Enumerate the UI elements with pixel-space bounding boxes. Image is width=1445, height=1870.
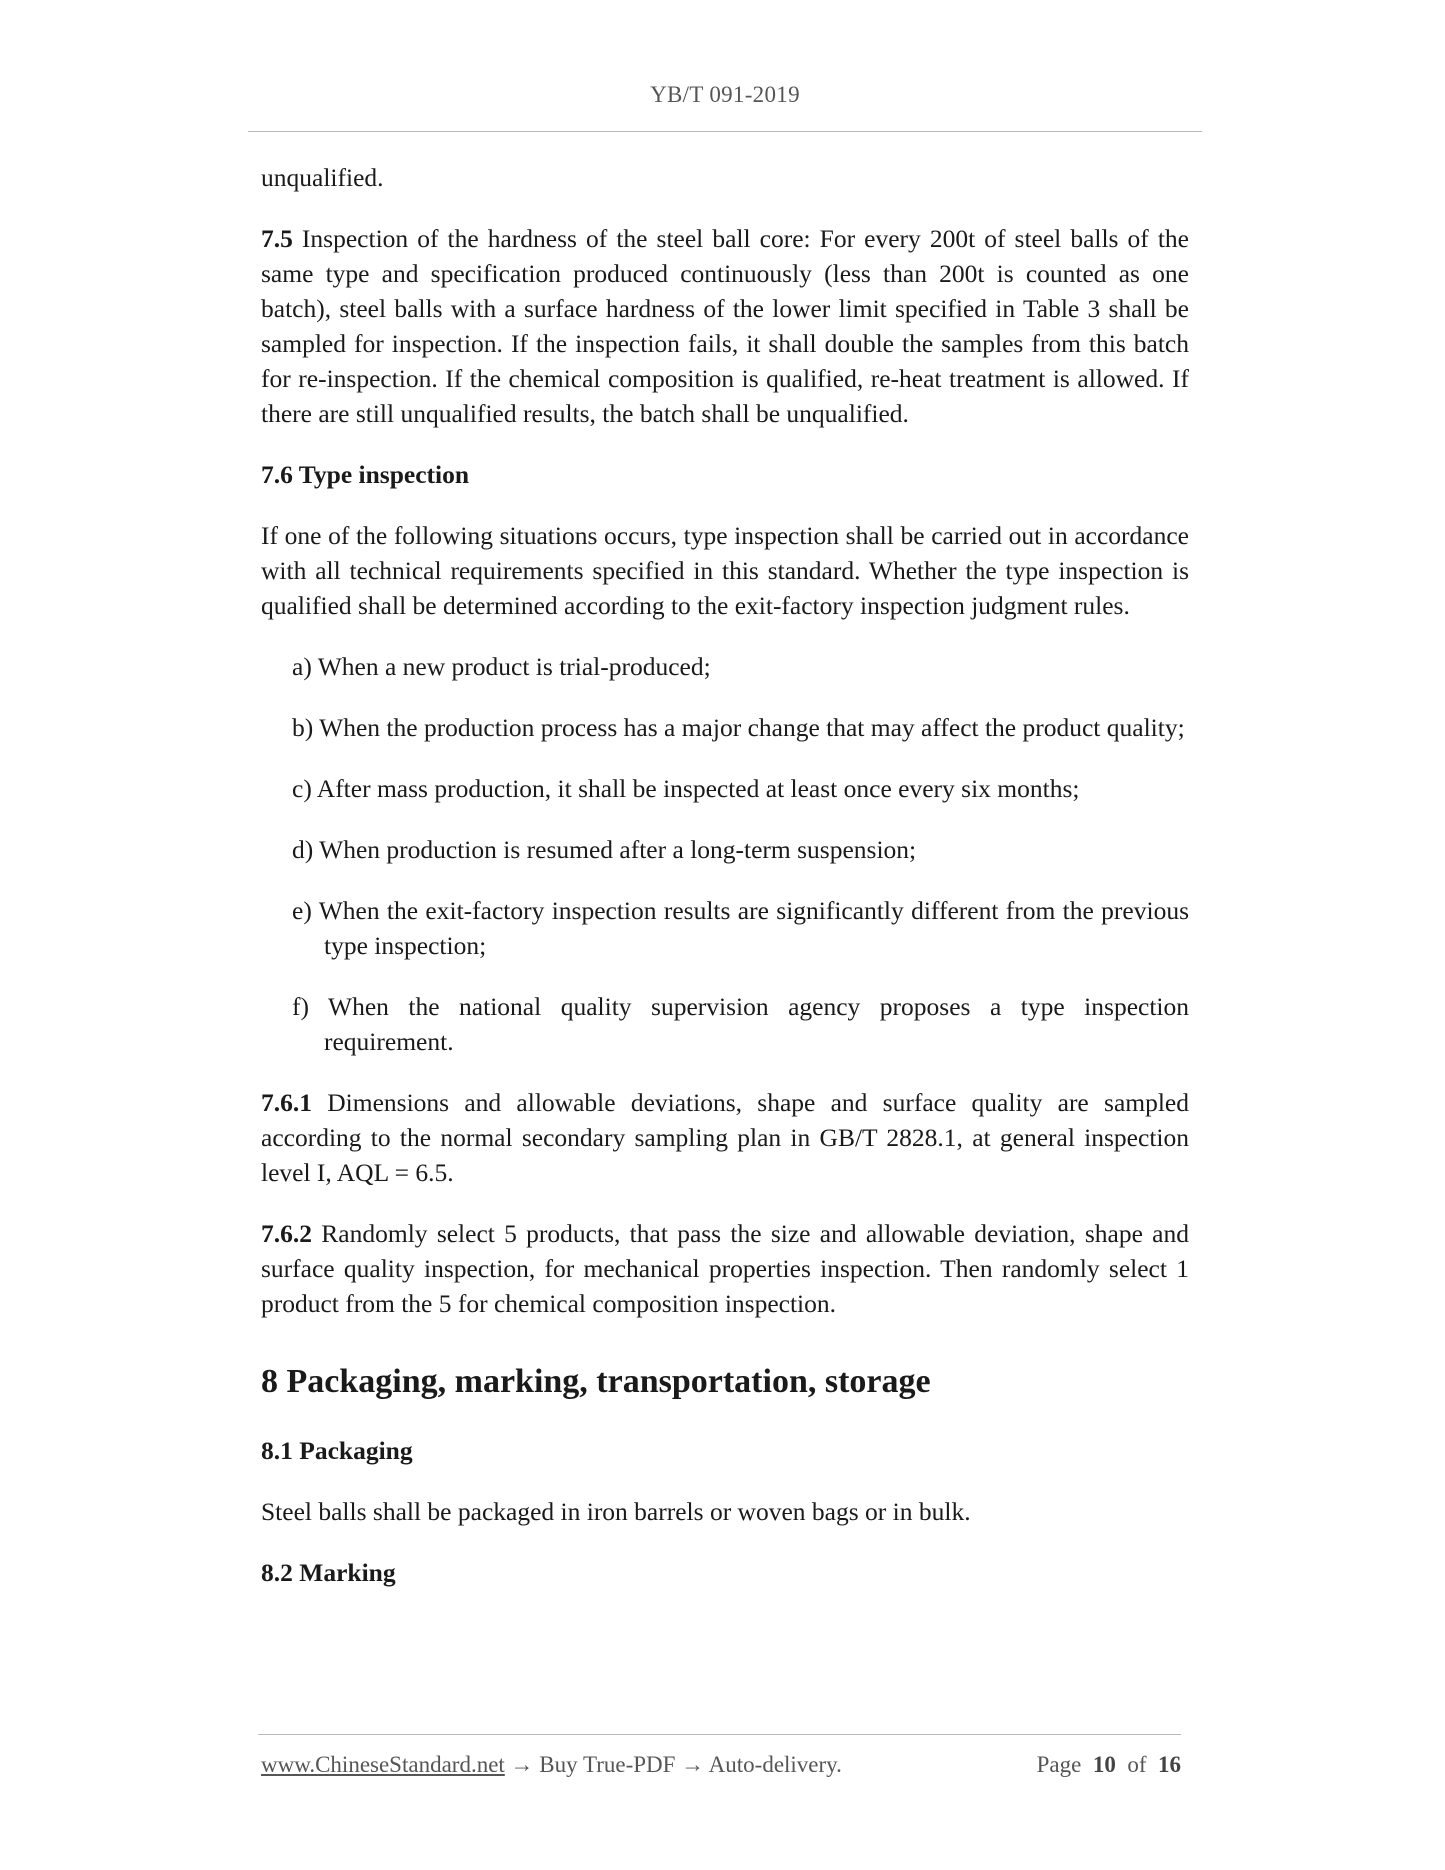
chapter-8-heading: 8 Packaging, marking, transportation, storage <box>261 1363 931 1400</box>
section-7-6-heading: 7.6 Type inspection <box>261 460 470 489</box>
section-7-6-1 <box>261 1085 1189 1190</box>
page-total: 16 <box>1158 1752 1181 1777</box>
section-7-6-intro: If one of the following situations occurs, type inspection shall be carried out in accordance with all technical requirements specified in this standard. Whether the type inspection is qualified shall be determined according to the exit-factory inspection judgment rules. <box>261 521 1189 620</box>
section-7-6-2 <box>261 1216 1189 1321</box>
running-header: YB/T 091-2019 <box>650 82 800 107</box>
list-item: f) When the national quality supervision agency proposes a type inspection requirement. <box>292 992 1189 1056</box>
section-text: Randomly select 5 products, that pass the size and allowable deviation, shape and surface quality inspection, for mechanical properties inspection. Then randomly select 1 product from the 5 for chemical composition inspection. <box>261 1219 1189 1318</box>
list-item: a) When a new product is trial-produced; <box>292 652 711 681</box>
footer-divider <box>258 1734 1181 1735</box>
section-8-1-heading: 8.1 Packaging <box>261 1436 413 1465</box>
header-divider <box>248 131 1202 132</box>
page-content <box>261 160 1189 1616</box>
situations-list <box>292 649 1189 1059</box>
page-word: Page <box>1036 1752 1082 1777</box>
section-text: Inspection of the hardness of the steel ball core: For every 200t of steel balls of the same type and specification produced continuously (less than 200t is counted as one batch), steel balls with a surface hardness of the lower limit specified in Table 3 shall be sampled for inspection. If the inspection fails, it shall double the samples from this batch for re-inspection. If the chemical composition is qualified, re-heat treatment is allowed. If there are still unqualified results, the batch shall be unqualified. <box>261 224 1189 428</box>
section-text: Dimensions and allowable deviations, shape and surface quality are sampled according to the normal secondary sampling plan in GB/T 2828.1, at general inspection level I, AQL = 6.5. <box>261 1088 1189 1187</box>
list-item: c) After mass production, it shall be inspected at least once every six months; <box>292 774 1080 803</box>
of-word: of <box>1127 1752 1147 1777</box>
section-number: 7.5 <box>261 224 293 253</box>
section-8-2-heading: 8.2 Marking <box>261 1558 396 1587</box>
list-item: d) When production is resumed after a long-term suspension; <box>292 835 917 864</box>
continuation-text: unqualified. <box>261 163 384 192</box>
page-number: 10 <box>1092 1752 1116 1777</box>
section-7-5 <box>261 221 1189 431</box>
page-footer <box>261 1752 1181 1778</box>
list-item: e) When the exit-factory inspection results are significantly different from the previous type inspection; <box>292 896 1189 960</box>
footer-promo: → Buy True-PDF → Auto-delivery. <box>504 1752 842 1777</box>
section-number: 7.6.1 <box>261 1088 312 1117</box>
section-8-1-text: Steel balls shall be packaged in iron barrels or woven bags or in bulk. <box>261 1497 971 1526</box>
section-number: 7.6.2 <box>261 1219 312 1248</box>
page-indicator <box>1037 1752 1181 1778</box>
site-link[interactable]: www.ChineseStandard.net <box>261 1752 505 1777</box>
list-item: b) When the production process has a major change that may affect the product quality; <box>292 713 1185 742</box>
